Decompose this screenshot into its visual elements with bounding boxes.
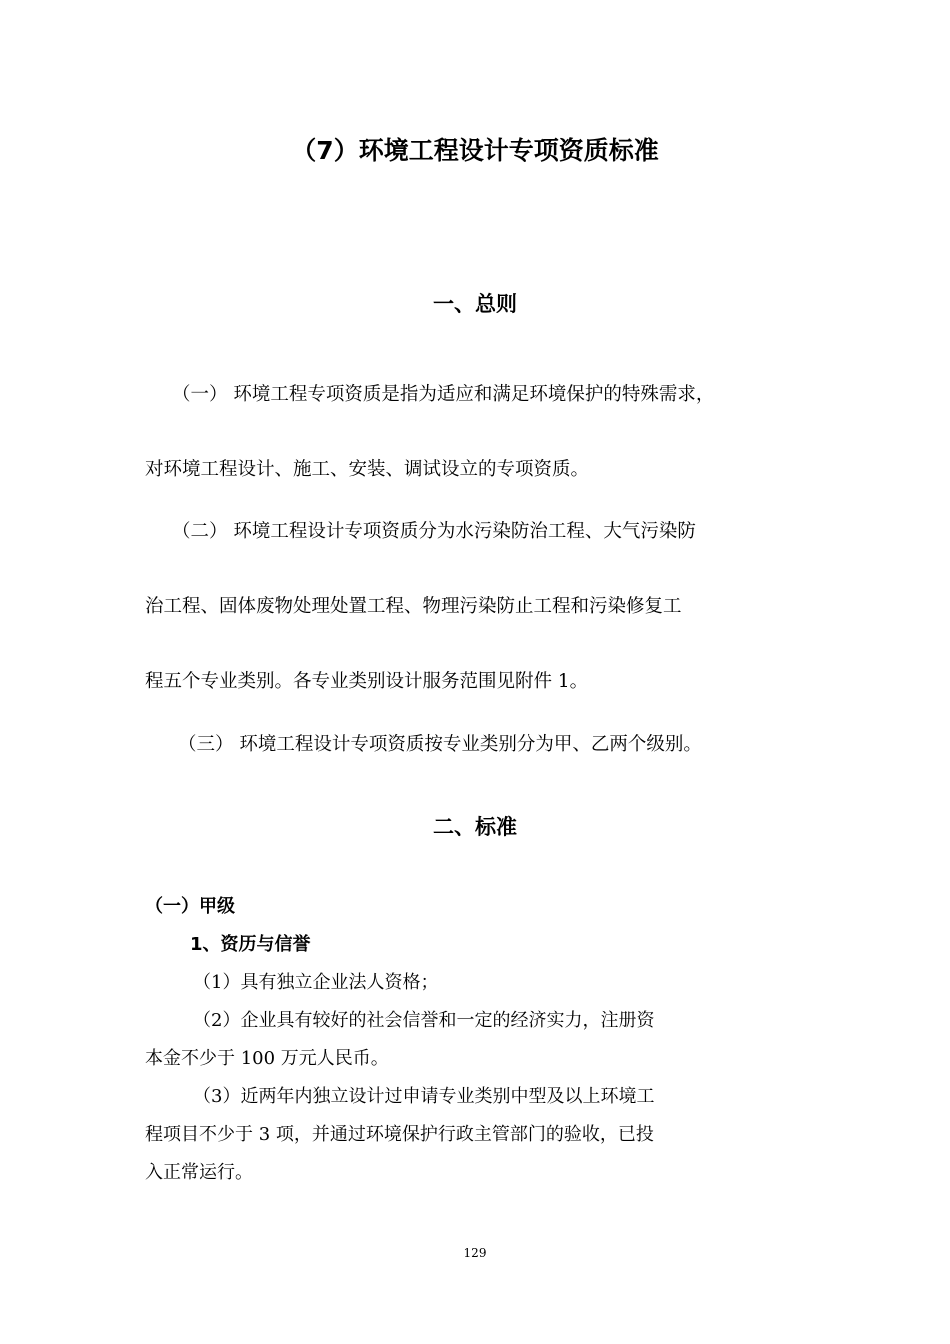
- item-2-line-1: （2）企业具有较好的社会信誉和一定的经济实力，注册资: [193, 1010, 655, 1031]
- paragraph-2-line-3: 程五个专业类别。各专业类别设计服务范围见附件 1。: [145, 671, 589, 692]
- item-1: （1）具有独立企业法人资格；: [193, 972, 439, 993]
- paragraph-2-line-2: 治工程、固体废物处理处置工程、物理污染防止工程和污染修复工: [145, 596, 682, 617]
- paragraph-3-line-1: （三） 环境工程设计专项资质按专业类别分为甲、乙两个级别。: [178, 734, 702, 755]
- paragraph-1-line-1: （一） 环境工程专项资质是指为适应和满足环境保护的特殊需求，: [172, 384, 715, 405]
- grade-heading: （一）甲级: [145, 896, 235, 917]
- item-3-line-1: （3）近两年内独立设计过申请专业类别中型及以上环境工: [193, 1086, 655, 1107]
- section-heading-general: 一、总则: [433, 292, 517, 316]
- paragraph-2-line-1: （二） 环境工程设计专项资质分为水污染防治工程、大气污染防: [172, 521, 696, 542]
- item-3-line-2: 程项目不少于 3 项，并通过环境保护行政主管部门的验收，已投: [145, 1124, 654, 1145]
- section-heading-standards: 二、标准: [433, 815, 517, 839]
- item-2-line-2: 本金不少于 100 万元人民币。: [145, 1048, 389, 1069]
- item-3-line-3: 入正常运行。: [145, 1162, 253, 1183]
- paragraph-1-line-2: 对环境工程设计、施工、安装、调试设立的专项资质。: [145, 459, 590, 480]
- document-title: （7）环境工程设计专项资质标准: [291, 136, 659, 165]
- subheading-qualification: 1、资历与信誉: [190, 934, 311, 955]
- page-number: 129: [463, 1246, 487, 1260]
